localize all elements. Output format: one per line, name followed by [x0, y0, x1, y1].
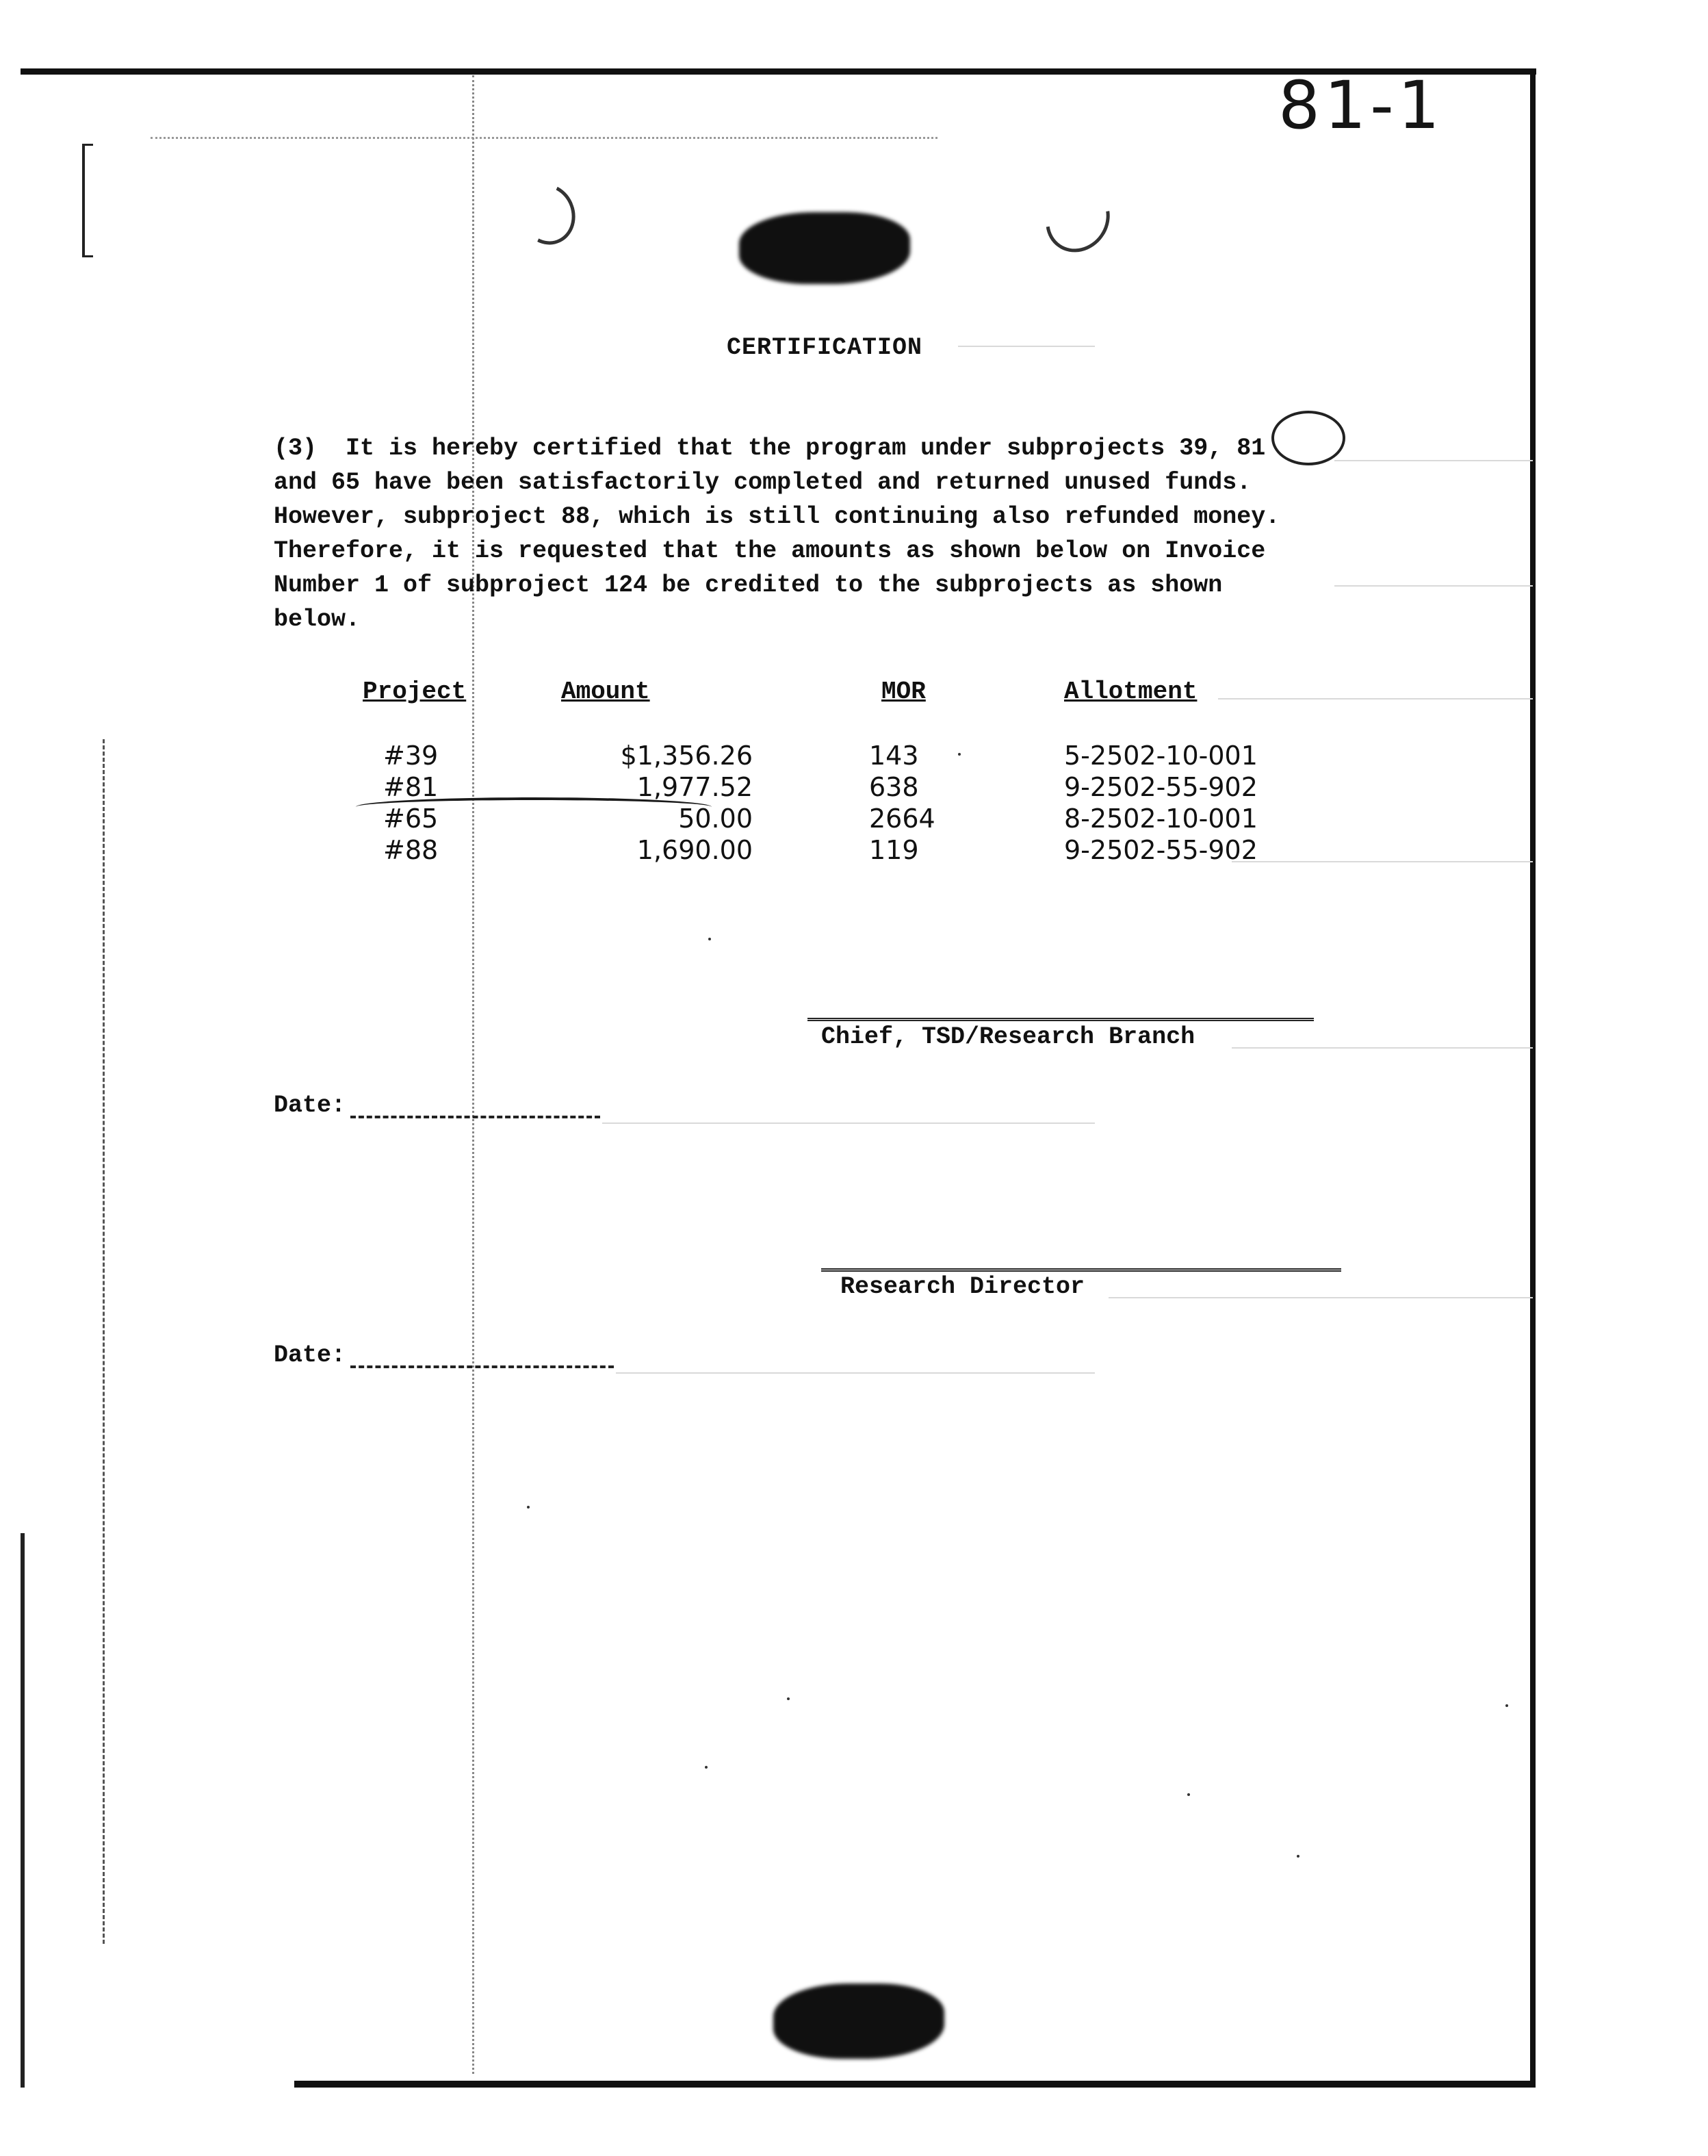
handwritten-page-number: 81-1: [1278, 67, 1444, 144]
date-line-first: [350, 1116, 600, 1118]
scan-speck: [787, 1697, 790, 1700]
guide-line: [616, 1372, 1095, 1374]
paragraph-line: Number 1 of subproject 124 be credited to the subprojects as shown: [274, 572, 1223, 599]
cell-amount: 1,977.52: [636, 772, 753, 802]
cell-project: #39: [383, 741, 439, 771]
guide-line: [1232, 861, 1533, 862]
guide-line: [1232, 1047, 1533, 1049]
cell-project: #65: [383, 804, 439, 834]
cell-amount: $1,356.26: [620, 741, 753, 771]
paragraph-line: below.: [274, 606, 361, 633]
pencil-smudge: [1033, 173, 1122, 265]
scan-speck: [527, 1506, 530, 1509]
scan-speck: [1505, 1704, 1508, 1707]
guide-line: [1109, 1297, 1533, 1298]
fold-mark-middle: [472, 75, 474, 2074]
page-left-edge: [21, 1533, 25, 2088]
cell-project: #81: [383, 772, 439, 802]
paragraph-line: and 65 have been satisfactorily completed and returned unused funds.: [274, 469, 1252, 496]
signature-title-chief: Chief, TSD/Research Branch: [821, 1023, 1195, 1051]
cell-mor: 638: [869, 772, 919, 802]
table-row: [363, 835, 1258, 865]
guide-line: [958, 346, 1095, 347]
redaction-mark-bottom: [773, 1984, 944, 2059]
paragraph-line: Therefore, it is requested that the amounts as shown below on Invoice: [274, 537, 1266, 565]
page-right-edge: [1530, 68, 1536, 2088]
cell-amount: 1,690.00: [636, 835, 753, 865]
scan-speck: [1297, 1855, 1299, 1858]
scan-speck: [708, 938, 711, 940]
cell-project: #88: [383, 835, 439, 865]
signature-title-director: Research Director: [840, 1273, 1085, 1300]
cell-mor: 143: [869, 741, 919, 771]
scan-speck: [1187, 1793, 1190, 1796]
column-header-project: Project: [363, 678, 467, 706]
binding-bracket: [82, 144, 93, 257]
column-header-amount: Amount: [561, 678, 650, 706]
signature-line-chief: [807, 1018, 1314, 1021]
redaction-mark-top: [739, 212, 910, 284]
table-row: [363, 741, 1258, 771]
scan-speck: [705, 1766, 708, 1769]
handwritten-strikethrough: [356, 797, 712, 817]
paragraph-line: However, subproject 88, which is still continuing also refunded money.: [274, 503, 1280, 530]
guide-line: [1218, 698, 1533, 700]
fold-mark-left: [103, 739, 105, 1944]
cell-mor: 2664: [869, 804, 935, 834]
column-header-mor: MOR: [881, 678, 926, 706]
scan-speck: [958, 753, 961, 756]
guide-line: [602, 1122, 1095, 1124]
cell-amount: 50.00: [678, 804, 753, 834]
column-header-allotment: Allotment: [1064, 678, 1198, 706]
pencil-smudge: [511, 176, 584, 253]
signature-line-director: [821, 1268, 1341, 1272]
handwritten-circle-81: [1271, 411, 1345, 465]
date-label-first: Date:: [274, 1092, 346, 1119]
cell-allotment: 5-2502-10-001: [1064, 741, 1258, 771]
cell-allotment: 9-2502-55-902: [1064, 772, 1258, 802]
date-label-second: Date:: [274, 1342, 346, 1369]
table-row: [363, 772, 1258, 802]
paragraph-line: (3) It is hereby certified that the program under subprojects 39, 81: [274, 435, 1266, 462]
page-bottom-edge: [294, 2081, 1536, 2088]
cell-mor: 119: [869, 835, 919, 865]
cell-allotment: 9-2502-55-902: [1064, 835, 1258, 865]
cell-allotment: 8-2502-10-001: [1064, 804, 1258, 834]
faint-header-line: [151, 137, 937, 139]
date-line-second: [350, 1365, 614, 1368]
document-title: CERTIFICATION: [727, 334, 923, 361]
certification-paragraph: [274, 431, 1369, 637]
